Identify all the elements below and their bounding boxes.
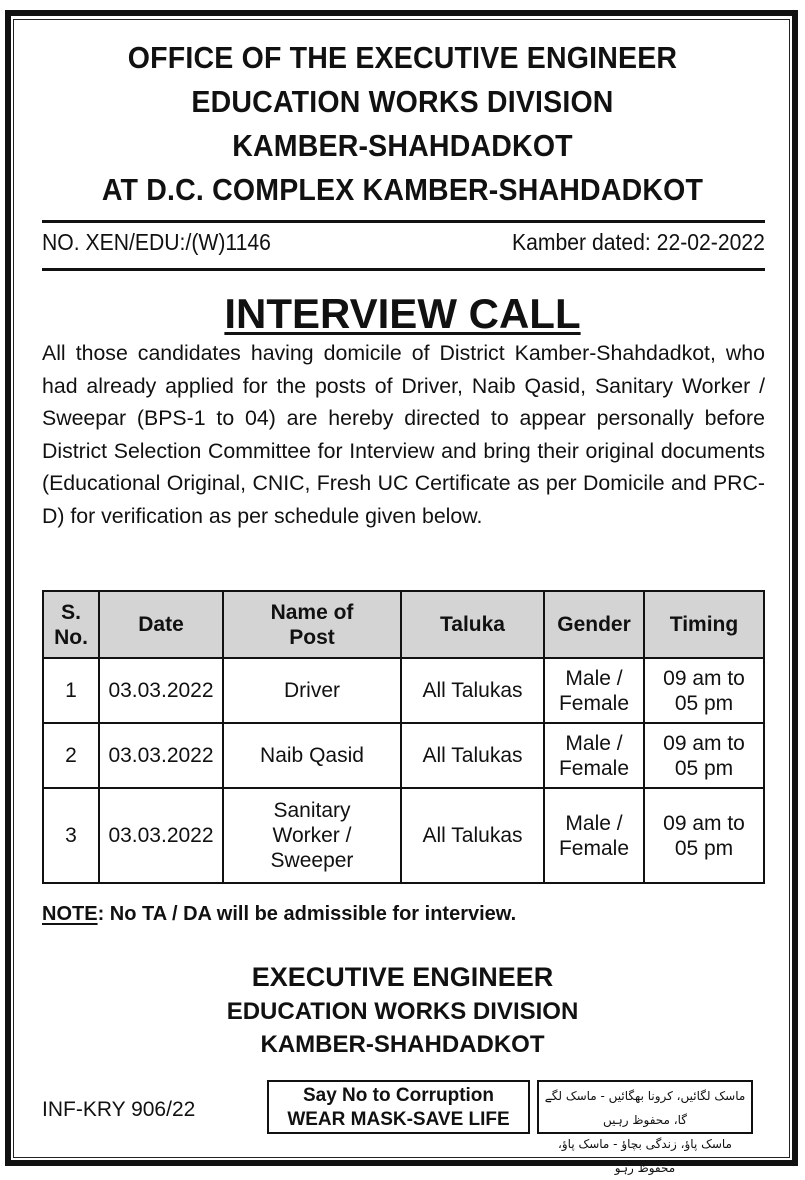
title-text: INTERVIEW CALL bbox=[224, 290, 581, 337]
slogan-line: Say No to Corruption bbox=[302, 1085, 495, 1106]
page-title bbox=[0, 290, 805, 338]
signatory-title: EXECUTIVE ENGINEER bbox=[251, 962, 554, 992]
col-timing: Timing bbox=[644, 591, 764, 658]
urdu-line: ماسک لگائیں، کرونا بھگائیں - ماسک لگے گا، محفوظ رہیں bbox=[544, 1089, 746, 1127]
cell: Sanitary Worker / Sweeper bbox=[223, 788, 401, 883]
division-title: EDUCATION WORKS DIVISION bbox=[191, 84, 614, 119]
table-row bbox=[43, 723, 764, 788]
urdu-line: ماسک پاؤ، زندگی بچاؤ - ماسک پاؤ، محفوظ رہو bbox=[558, 1137, 732, 1175]
cell: 2 bbox=[43, 723, 99, 788]
inf-number: INF-KRY 906/22 bbox=[42, 1098, 196, 1121]
col-taluka: Taluka bbox=[401, 591, 544, 658]
address-title: AT D.C. COMPLEX KAMBER-SHAHDADKOT bbox=[101, 172, 704, 207]
slogan-box bbox=[267, 1080, 530, 1134]
urdu-slogan-box bbox=[537, 1080, 753, 1175]
cell: 09 am to 05 pm bbox=[644, 788, 764, 883]
note-text: : No TA / DA will be admissible for interview. bbox=[97, 903, 517, 925]
cell: 3 bbox=[43, 788, 99, 883]
cell: 1 bbox=[43, 658, 99, 723]
cell: All Talukas bbox=[401, 658, 544, 723]
cell: 09 am to 05 pm bbox=[644, 658, 764, 723]
body-text: All those candidates having domicile of District Kamber-Shahdadkot, who had already applied for the posts of Driver, Naib Qasid, Sanitary Worker / Sweepar (BPS-1 to 04) are hereby directed to appear personally before District Selection Committee for Interview and bring their original documents (Educational Original, CNIC, Fresh UC Certificate as per Domicile and PRC-D) for verification as per schedule given below. bbox=[42, 341, 765, 528]
col-sno: S. No. bbox=[43, 591, 99, 658]
cell: 03.03.2022 bbox=[99, 788, 223, 883]
note-label: NOTE bbox=[42, 903, 98, 925]
col-post: Name of Post bbox=[223, 591, 401, 658]
cell: Male / Female bbox=[544, 658, 644, 723]
table-row bbox=[43, 788, 764, 883]
reference-number: NO. XEN/EDU:/(W)1146 bbox=[42, 229, 271, 255]
cell: Naib Qasid bbox=[223, 723, 401, 788]
district-title: KAMBER-SHAHDADKOT bbox=[232, 128, 573, 163]
divider bbox=[42, 268, 765, 271]
cell: Male / Female bbox=[544, 723, 644, 788]
divider bbox=[42, 220, 765, 223]
col-gender: Gender bbox=[544, 591, 644, 658]
signatory-district: KAMBER-SHAHDADKOT bbox=[260, 1031, 545, 1058]
cell: 03.03.2022 bbox=[99, 723, 223, 788]
date-line: Kamber dated: 22-02-2022 bbox=[512, 229, 765, 255]
cell: Driver bbox=[223, 658, 401, 723]
cell: 03.03.2022 bbox=[99, 658, 223, 723]
table-row bbox=[43, 658, 764, 723]
schedule-table bbox=[42, 590, 765, 884]
table-header bbox=[43, 591, 764, 658]
cell: Male / Female bbox=[544, 788, 644, 883]
note bbox=[42, 903, 516, 926]
cell: All Talukas bbox=[401, 723, 544, 788]
office-title: OFFICE OF THE EXECUTIVE ENGINEER bbox=[127, 40, 678, 75]
signatory-division: EDUCATION WORKS DIVISION bbox=[226, 998, 579, 1025]
slogan-line: WEAR MASK-SAVE LIFE bbox=[287, 1109, 510, 1130]
cell: All Talukas bbox=[401, 788, 544, 883]
cell: 09 am to 05 pm bbox=[644, 723, 764, 788]
col-date: Date bbox=[99, 591, 223, 658]
